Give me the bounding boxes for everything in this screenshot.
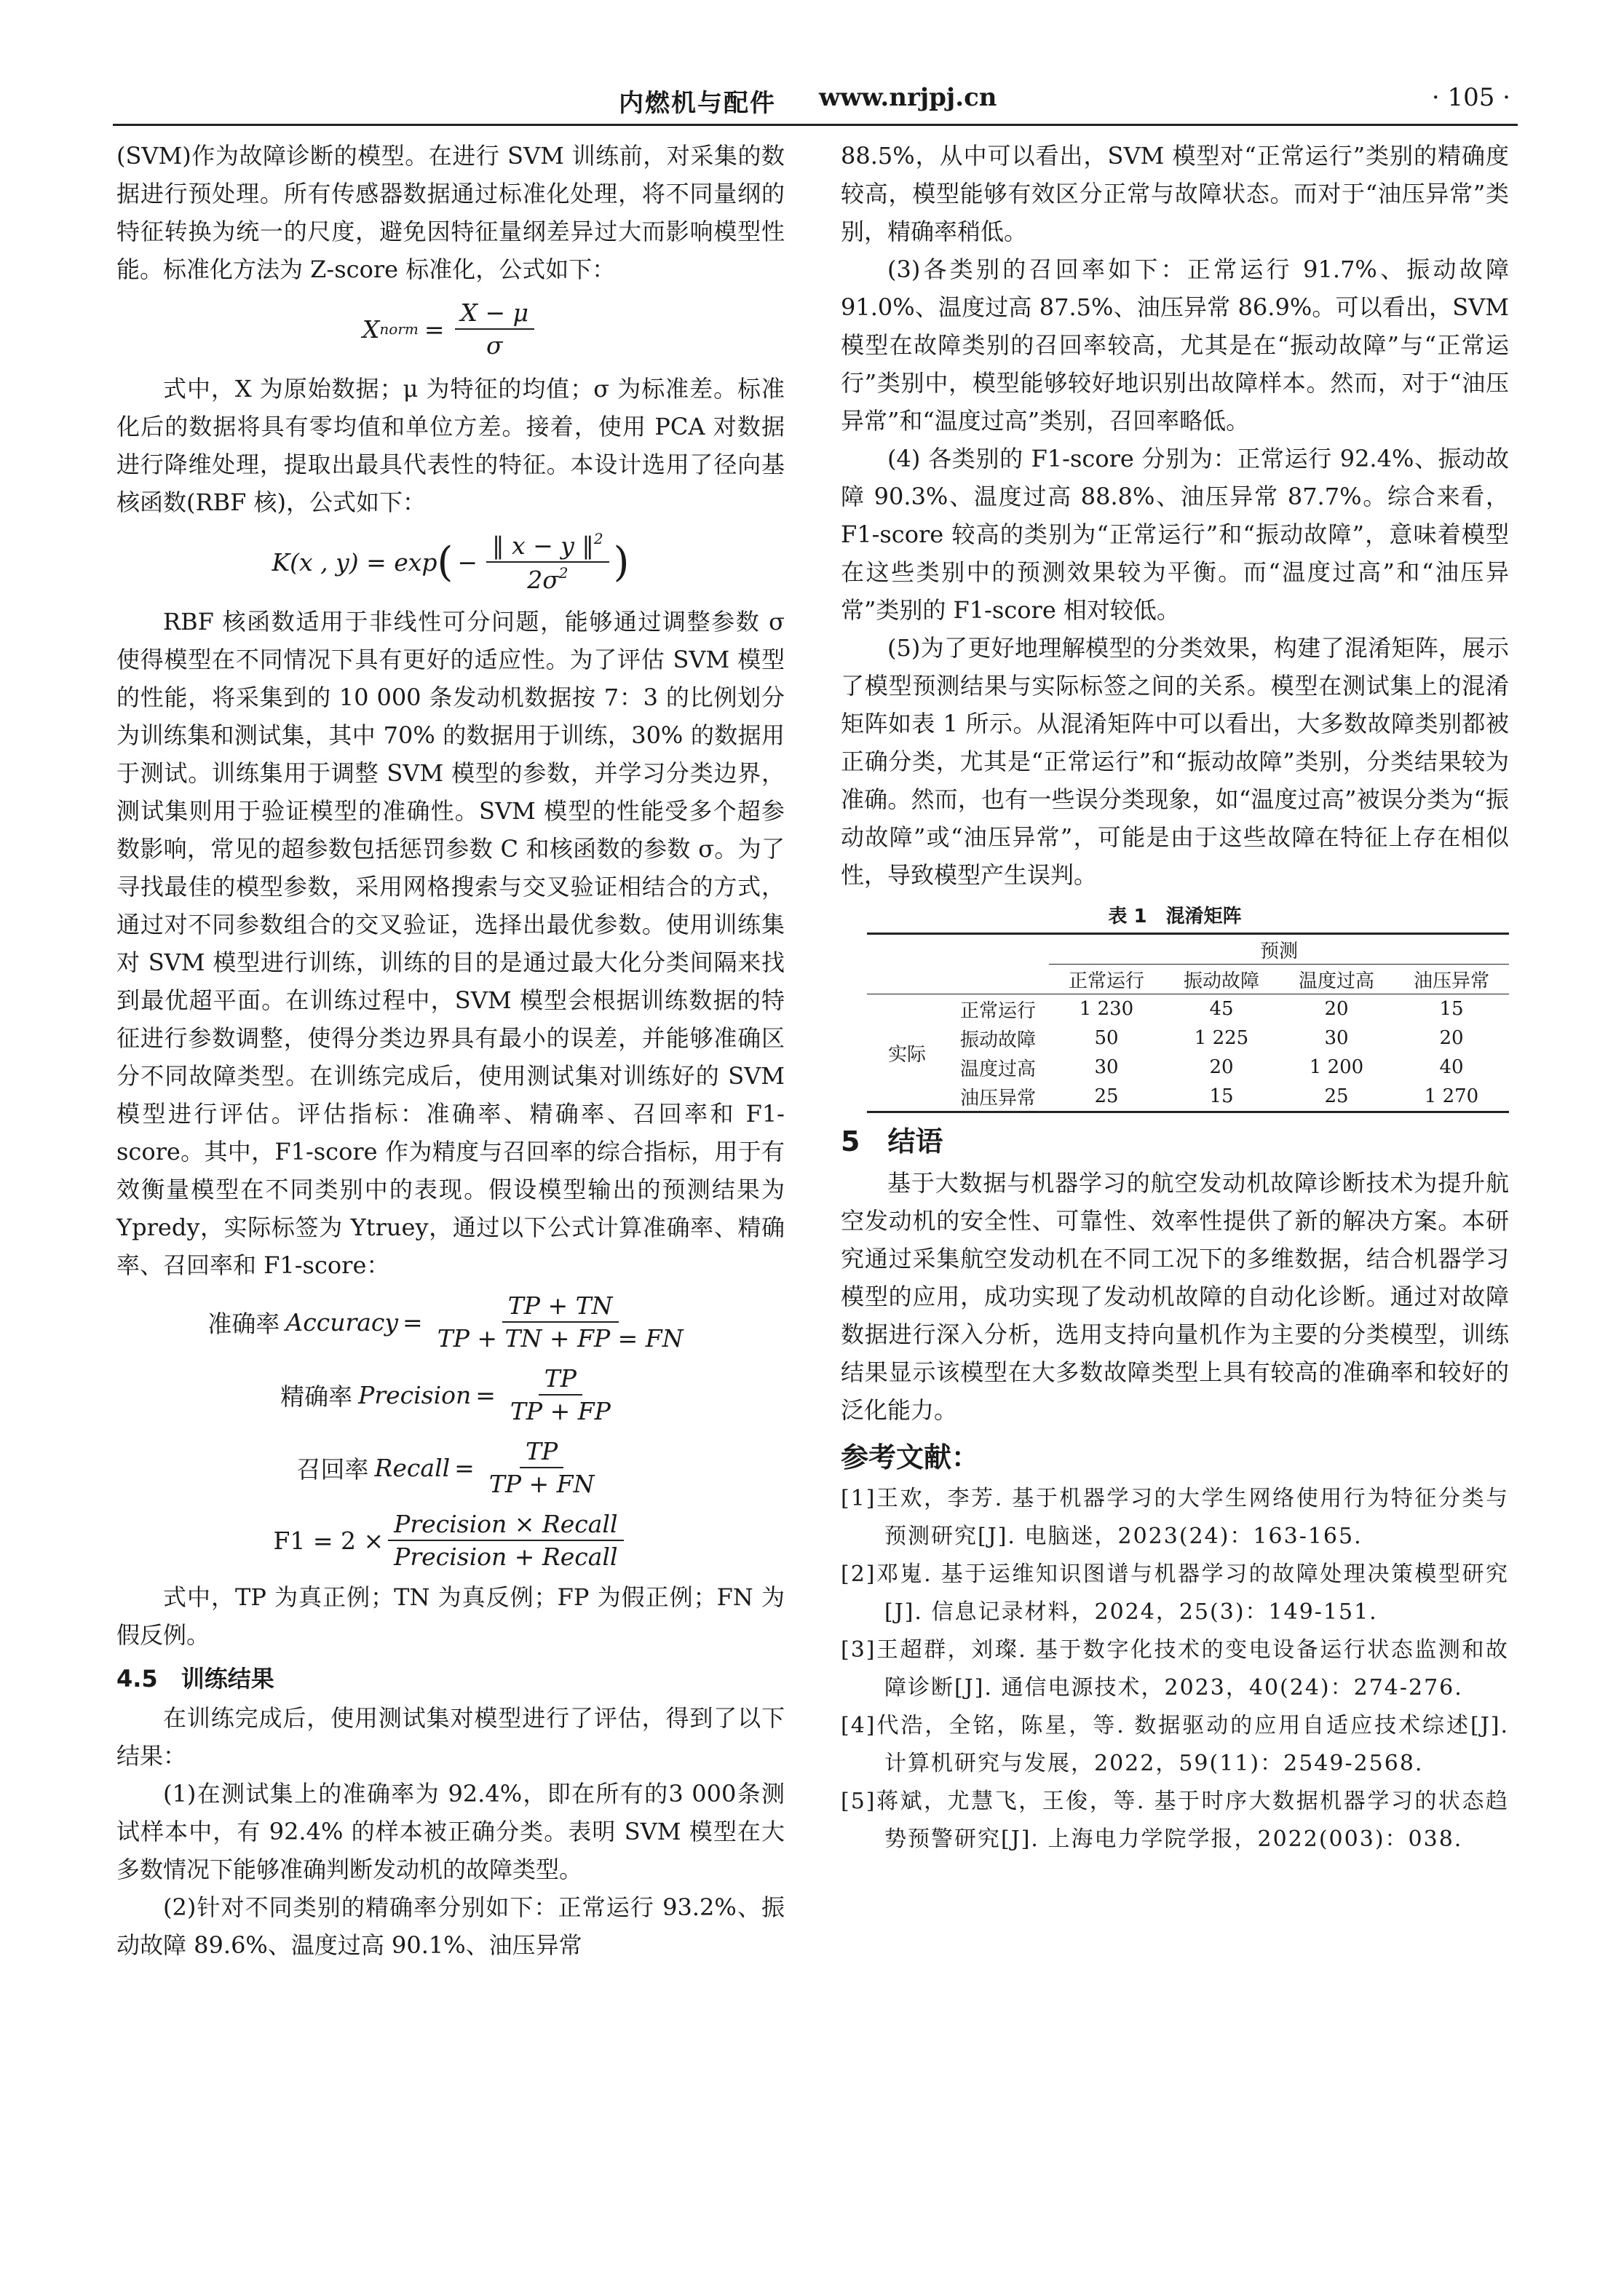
- formula-rbf-num-sup: 2: [593, 530, 603, 547]
- page-number: · 105 ·: [1431, 83, 1510, 112]
- formula-zscore-lhs: X: [362, 314, 380, 344]
- formula-precision-eq: =: [475, 1380, 496, 1409]
- formula-precision-name: Precision: [358, 1380, 472, 1409]
- reference-item: [3]王超群，刘璨. 基于数字化技术的变电设备运行状态监测和故障诊断[J]. 通信电源技术，2023，40(24)：274-276.: [841, 1637, 1509, 1701]
- formula-zscore-den: σ: [486, 331, 503, 360]
- paragraph-result-5: (5)为了更好地理解模型的分类效果，构建了混淆矩阵，展示了模型预测结果与实际标签之间的关系。模型在测试集上的混淆矩阵如表 1 所示。从混淆矩阵中可以看出，大多数故障类别都被正确分类，尤其是“正常运行”和“振动故障”类别，分类结果较为准确。然而，也有一些误分类现象，如“温度过高”被误分类为“振动故障”或“油压异常”，可能是由于这些故障在特征上存在相似性，导致模型产生误判。: [841, 634, 1509, 889]
- formula-rbf: [116, 524, 785, 600]
- formula-recall-name: Recall: [374, 1453, 451, 1482]
- table-row-label: 温度过高: [959, 1058, 1036, 1080]
- formula-accuracy-den: TP + TN + FP = FN: [437, 1324, 684, 1353]
- formula-f1-fraction: [388, 1510, 623, 1571]
- table-cell: 25: [1324, 1085, 1349, 1107]
- formula-rbf-lhs: K(x , y) = exp: [272, 547, 437, 577]
- table-cell: 1 230: [1079, 998, 1134, 1020]
- formula-f1-lhs: F1 = 2 ×: [273, 1526, 384, 1555]
- table-cell: 15: [1209, 1085, 1234, 1107]
- reference-item: [1]王欢，李芳. 基于机器学习的大学生网络使用行为特征分类与预测研究[J]. 电脑迷，2023(24)：163-165.: [841, 1486, 1509, 1549]
- formula-f1-den: Precision + Recall: [394, 1543, 618, 1571]
- running-header: [113, 79, 1518, 122]
- left-column: [116, 137, 785, 1964]
- journal-url[interactable]: www.nrjpj.cn: [819, 83, 997, 112]
- table-cell: 30: [1324, 1027, 1349, 1049]
- formula-accuracy-num: TP + TN: [502, 1291, 619, 1323]
- table-cell: 50: [1094, 1027, 1119, 1049]
- formula-precision-label: 精确率: [280, 1382, 353, 1411]
- formula-precision: [116, 1360, 785, 1430]
- formula-rbf-paren-open: (: [437, 538, 453, 586]
- section-5-title: 5 结语: [841, 1125, 943, 1157]
- references-title: 参考文献：: [841, 1441, 980, 1473]
- paragraph-definitions: 式中，TP 为真正例；TN 为真反例；FP 为假正例；FN 为假反例。: [116, 1583, 785, 1649]
- paragraph-result-2: (2)针对不同类别的精确率分别如下：正常运行 93.2%、振动故障 89.6%、温度过高 90.1%、油压异常: [116, 1893, 785, 1959]
- formula-rbf-fraction: [486, 530, 609, 594]
- table-cell: 20: [1439, 1027, 1464, 1049]
- formula-zscore-fraction: [455, 298, 535, 360]
- table-cell: 1 270: [1424, 1085, 1479, 1107]
- header-rule: [113, 124, 1518, 126]
- table-cell: 30: [1094, 1056, 1119, 1078]
- formula-accuracy: [116, 1287, 785, 1357]
- formula-rbf-num: ‖ x − y ‖: [492, 531, 594, 560]
- formula-rbf-minus: −: [457, 547, 478, 577]
- section-4-5-title: 4.5 训练结果: [116, 1665, 274, 1693]
- table-col-header: 温度过高: [1298, 970, 1374, 992]
- formula-accuracy-eq: =: [403, 1307, 423, 1337]
- formula-rbf-den-sup: 2: [558, 564, 569, 582]
- formula-recall: [116, 1433, 785, 1503]
- reference-item: [4]代浩，全铭，陈星，等. 数据驱动的应用自适应技术综述[J]. 计算机研究与发展，2022，59(11)：2549-2568.: [841, 1713, 1509, 1776]
- table-col-header: 正常运行: [1068, 970, 1144, 992]
- table-cell: 45: [1209, 998, 1234, 1020]
- formula-rbf-paren-close: ): [613, 538, 630, 586]
- paragraph-results-intro: 在训练完成后，使用测试集对模型进行了评估，得到了以下结果：: [116, 1704, 785, 1770]
- table-row: [867, 994, 1509, 1024]
- paragraph-standardization: 式中，X 为原始数据；μ 为特征的均值；σ 为标准差。标准化后的数据将具有零均值和单位方差。接着，使用 PCA 对数据进行降维处理，提取出最具代表性的特征。本设计选用了径向基核函数(RBF 核)，公式如下：: [116, 375, 785, 516]
- formula-accuracy-label: 准确率: [207, 1309, 280, 1338]
- table-cell: 1 200: [1309, 1056, 1364, 1078]
- table-row: [867, 1024, 1509, 1053]
- right-column: [841, 137, 1509, 1858]
- formula-f1-num: Precision × Recall: [388, 1510, 623, 1541]
- table-col-header: 油压异常: [1413, 970, 1489, 992]
- formula-zscore-sub: norm: [379, 320, 419, 338]
- formula-recall-label: 召回率: [296, 1454, 369, 1484]
- formula-zscore-eq: =: [424, 314, 445, 344]
- journal-name: 内燃机与配件: [619, 89, 776, 118]
- table-header-predicted: 预测: [1049, 934, 1509, 965]
- paragraph-conclusion: 基于大数据与机器学习的航空发动机故障诊断技术为提升航空发动机的安全性、可靠性、效率性提供了新的解决方案。本研究通过采集航空发动机在不同工况下的多维数据，结合机器学习模型的应用，成功实现了发动机故障的自动化诊断。通过对故障数据进行深入分析，选用支持向量机作为主要的分类模型，训练结果显示该模型在大多数故障类型上具有较高的准确率和较好的泛化能力。: [841, 1169, 1509, 1424]
- paragraph-result-3: (3)各类别的召回率如下：正常运行 91.7%、振动故障 91.0%、温度过高 87.5%、油压异常 86.9%。可以看出，SVM 模型在故障类别的召回率较高，尤其是在“振动故障”与“正常运行”类别中，模型能够较好地识别出故障样本。然而，对于“油压异常”和“温度过高”类别，召回率略低。: [841, 256, 1509, 435]
- confusion-matrix-table: [867, 933, 1509, 1113]
- formula-zscore-num: X − μ: [455, 298, 535, 330]
- paragraph-result-4: (4) 各类别的 F1-score 分别为：正常运行 92.4%、振动故障 90.3%、温度过高 88.8%、油压异常 87.7%。综合来看，F1-score 较高的类别为“正常运行”和“振动故障”，意味着模型在这些类别中的预测效果较为平衡。而“温度过高”和“油压异常”类别的 F1-score 相对较低。: [841, 445, 1509, 624]
- formula-recall-fraction: [483, 1437, 601, 1498]
- formula-precision-den: TP + FP: [510, 1397, 611, 1425]
- table-row-label: 正常运行: [959, 999, 1036, 1022]
- paragraph-result-2-cont: 88.5%，从中可以看出，SVM 模型对“正常运行”类别的精确度较高，模型能够有效区分正常与故障状态。而对于“油压异常”类别，精确率稍低。: [841, 142, 1509, 245]
- table-cell: 40: [1439, 1056, 1464, 1078]
- paragraph-rbf-training: RBF 核函数适用于非线性可分问题，能够通过调整参数 σ 使得模型在不同情况下具有更好的适应性。为了评估 SVM 模型的性能，将采集到的 10 000 条发动机数据按 7：3 的比例划分为训练集和测试集，其中 70% 的数据用于训练，30% 的数据用于测试。训练集用于调整 SVM 模型的参数，并学习分类边界，测试集则用于验证模型的准确性。SVM 模型的性能受多个超参数影响，常见的超参数包括惩罚参数 C 和核函数的参数 σ。为了寻找最佳的模型参数，采用网格搜索与交叉验证相结合的方式，通过对不同参数组合的交叉验证，选择出最优参数。使用训练集对 SVM 模型进行训练，训练的目的是通过最大化分类间隔来找到最优超平面。在训练过程中，SVM 模型会根据训练数据的特征进行参数调整，使得分类边界具有最小的误差，并能够准确区分不同故障类型。在训练完成后，使用测试集对训练好的 SVM 模型进行评估。评估指标：准确率、精确率、召回率和 F1-score。其中，F1-score 作为精度与召回率的综合指标，用于有效衡量模型在不同类别中的表现。假设模型输出的预测结果为 Ypredy，实际标签为 Ytruey，通过以下公式计算准确率、精确率、召回率和 F1-score：: [116, 608, 785, 1279]
- reference-item: [5]蒋斌，尤慧飞，王俊，等. 基于时序大数据机器学习的状态趋势预警研究[J]. 上海电力学院学报，2022(003)：038.: [841, 1789, 1509, 1852]
- table-cell: 1 225: [1194, 1027, 1249, 1049]
- formula-precision-fraction: [504, 1364, 617, 1425]
- paragraph-result-1: (1)在测试集上的准确率为 92.4%，即在所有的3 000条测试样本中，有 92.4% 的样本被正确分类。表明 SVM 模型在大多数情况下能够准确判断发动机的故障类型。: [116, 1780, 785, 1883]
- formula-rbf-den: 2σ: [527, 566, 559, 594]
- table-row-header-actual: 实际: [887, 1043, 926, 1066]
- formula-accuracy-name: Accuracy: [285, 1307, 399, 1337]
- table-cell: 25: [1094, 1085, 1119, 1107]
- formula-f1: [116, 1505, 785, 1575]
- table-cell: 20: [1324, 998, 1349, 1020]
- formula-recall-den: TP + FN: [488, 1470, 595, 1498]
- formula-recall-eq: =: [454, 1453, 475, 1482]
- formula-accuracy-fraction: [432, 1291, 689, 1353]
- reference-item: [2]邓嵬. 基于运维知识图谱与机器学习的故障处理决策模型研究[J]. 信息记录材料，2024，25(3)：149-151.: [841, 1561, 1509, 1625]
- table-row: [867, 1053, 1509, 1082]
- table-caption: 表 1 混淆矩阵: [1108, 906, 1242, 927]
- table-col-header: 振动故障: [1183, 970, 1259, 992]
- table-row: [867, 1082, 1509, 1112]
- table-row-label: 油压异常: [959, 1087, 1036, 1109]
- formula-zscore: [116, 291, 785, 367]
- paragraph-svm-preprocess: (SVM)作为故障诊断的模型。在进行 SVM 训练前，对采集的数据进行预处理。所有传感器数据通过标准化处理，将不同量纲的特征转换为统一的尺度，避免因特征量纲差异过大而影响模型性能。标准化方法为 Z-score 标准化，公式如下：: [116, 142, 785, 283]
- table-cell: 15: [1439, 998, 1464, 1020]
- formula-recall-num: TP: [520, 1437, 563, 1468]
- table-row-label: 振动故障: [959, 1029, 1036, 1051]
- table-cell: 20: [1209, 1056, 1234, 1078]
- formula-precision-num: TP: [539, 1364, 582, 1396]
